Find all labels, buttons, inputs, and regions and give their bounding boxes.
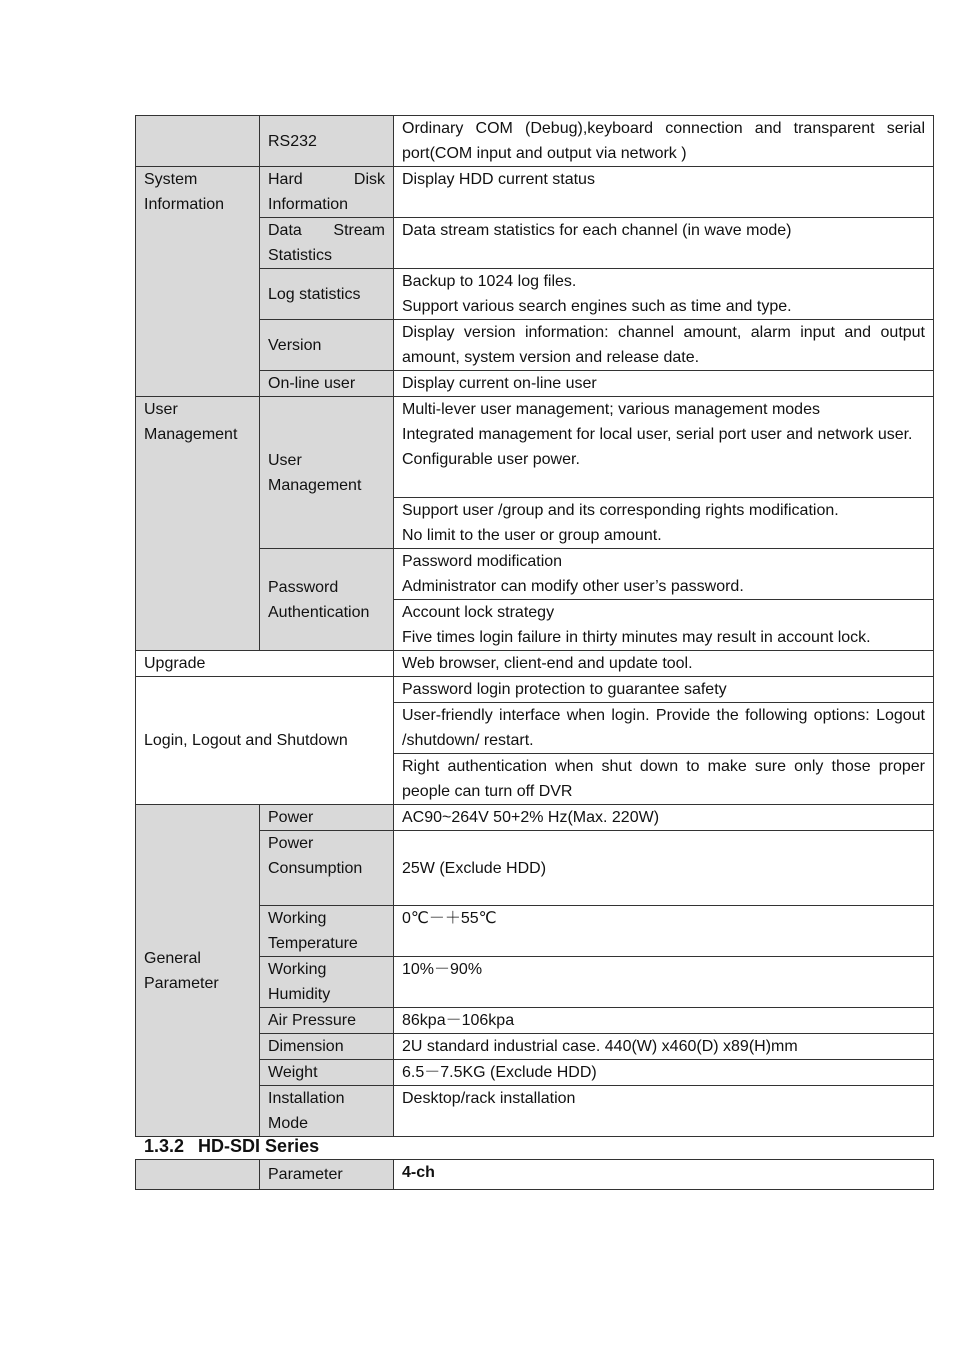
desc-cell: Display version information: channel amount, alarm input and output amount, system version and release date. <box>394 320 934 371</box>
desc-line: Support user /group and its corresponding rights modification. <box>402 502 839 519</box>
user-management-label: User Management <box>136 397 260 651</box>
param-cell: RS232 <box>260 116 394 167</box>
desc-line: Backup to 1024 log files. <box>402 273 577 290</box>
param-cell: Air Pressure <box>260 1008 394 1034</box>
login-logout-shutdown-label: Login, Logout and Shutdown <box>136 677 394 805</box>
desc-cell: 0℃－＋55℃ <box>394 906 934 957</box>
desc-line: Integrated management for local user, serial port user and network user. <box>402 426 913 443</box>
section-title: HD-SDI Series <box>198 1136 320 1156</box>
param-cell: On-line user <box>260 371 394 397</box>
desc-cell: Ordinary COM (Debug),keyboard connection and transparent serial port(COM input and output via network ) <box>394 116 934 167</box>
param-cell: Log statistics <box>260 269 394 320</box>
desc-cell: 25W (Exclude HDD) <box>394 831 934 906</box>
desc-cell: 2U standard industrial case. 440(W) x460(D) x89(H)mm <box>394 1034 934 1060</box>
desc-cell <box>394 549 934 600</box>
desc-cell: 6.5－7.5KG (Exclude HDD) <box>394 1060 934 1086</box>
param-header: Parameter <box>260 1160 394 1190</box>
param-cell: Power <box>260 805 394 831</box>
system-information-label: System Information <box>136 167 260 397</box>
desc-cell: Display HDD current status <box>394 167 934 218</box>
desc-cell <box>394 397 934 498</box>
desc-line: Account lock strategy <box>402 604 555 621</box>
param-cell: Power Consumption <box>260 831 394 906</box>
desc-line: Multi-lever user management; various management modes <box>402 401 820 418</box>
param-cell: User Management <box>260 397 394 549</box>
desc-cell: Data stream statistics for each channel (in wave mode) <box>394 218 934 269</box>
desc-cell: Desktop/rack installation <box>394 1086 934 1137</box>
desc-cell: Right authentication when shut down to make sure only those proper people can turn off DVR <box>394 754 934 805</box>
desc-cell: User-friendly interface when login. Provide the following options: Logout /shutdown/ restart. <box>394 703 934 754</box>
desc-cell <box>394 269 934 320</box>
upgrade-label: Upgrade <box>136 651 394 677</box>
hd-sdi-table <box>135 1159 934 1190</box>
param-cell: Working Temperature <box>260 906 394 957</box>
channel-header: 4-ch <box>394 1160 934 1190</box>
empty-cell <box>136 116 260 167</box>
param-cell: Password Authentication <box>260 549 394 651</box>
param-cell: Weight <box>260 1060 394 1086</box>
empty-cell <box>136 1160 260 1190</box>
desc-line: Password modification <box>402 553 563 570</box>
desc-cell <box>394 600 934 651</box>
general-parameter-label: General Parameter <box>136 805 260 1137</box>
desc-cell: Display current on-line user <box>394 371 934 397</box>
section-heading <box>144 1133 319 1159</box>
param-cell: Version <box>260 320 394 371</box>
desc-line: Support various search engines such as time and type. <box>402 298 792 315</box>
desc-line: No limit to the user or group amount. <box>402 527 662 544</box>
desc-cell: 10%－90% <box>394 957 934 1008</box>
spec-table <box>135 115 934 1137</box>
section-number: 1.3.2 <box>144 1136 185 1156</box>
desc-cell: Web browser, client-end and update tool. <box>394 651 934 677</box>
desc-line: Administrator can modify other user’s password. <box>402 578 744 595</box>
desc-cell: 86kpa－106kpa <box>394 1008 934 1034</box>
param-cell: Installation Mode <box>260 1086 394 1137</box>
desc-cell: Password login protection to guarantee safety <box>394 677 934 703</box>
param-cell: Dimension <box>260 1034 394 1060</box>
desc-line: Configurable user power. <box>402 451 580 468</box>
desc-cell <box>394 498 934 549</box>
param-cell: Data Stream Statistics <box>260 218 394 269</box>
param-cell: Hard Disk Information <box>260 167 394 218</box>
desc-cell: AC90~264V 50+2% Hz(Max. 220W) <box>394 805 934 831</box>
param-cell: Working Humidity <box>260 957 394 1008</box>
desc-line: Five times login failure in thirty minutes may result in account lock. <box>402 629 871 646</box>
